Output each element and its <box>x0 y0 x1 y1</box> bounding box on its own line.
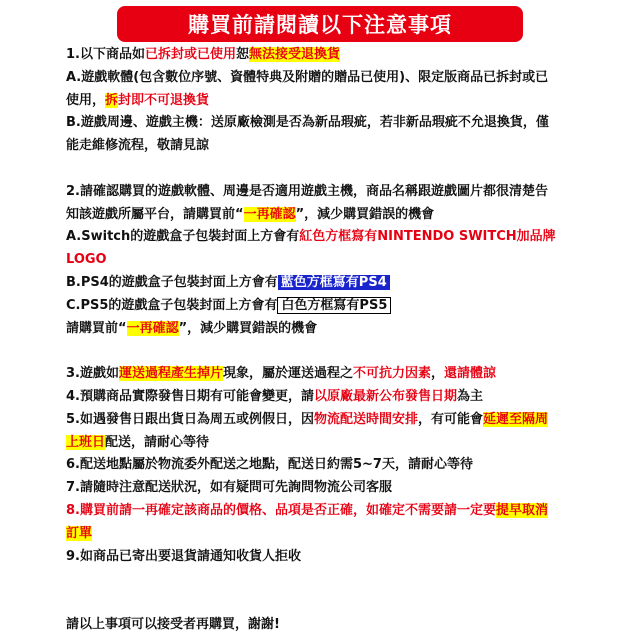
highlight-no-return: 無法接受退換貨 <box>249 47 341 62</box>
notice-line-1: 1.以下商品如已拆封或已使用恕無法接受退換貨 <box>66 47 341 62</box>
notice-line-1a: A.遊戲軟體(包含數位序號、資體特典及附贈的贈品已使用)、限定版商品已拆封或已 <box>66 69 549 85</box>
notice-line-7: 7.請隨時注意配送狀況，如有疑問可先詢問物流公司客服 <box>66 480 392 496</box>
notice-line-2-reminder: 請購買前“一再確認”，減少購買錯誤的機會 <box>66 320 318 336</box>
ps5-white-box-label: 白色方框寫有PS5 <box>277 297 391 314</box>
highlight-logo: LOGO <box>66 252 107 268</box>
notice-line-2b: B.PS4的遊戲盒子包裝封面上方會有 藍色方框寫有PS4 <box>66 272 590 295</box>
highlight-cancel-early: 提早取消 <box>495 502 548 518</box>
notice-line-5: 5.如遇發售日跟出貨日為周五或例假日，因物流配送時間安排，有可能會延遲至隔周 <box>66 411 549 427</box>
notice-line-1b-cont: 能走維修流程，敬請見諒 <box>66 138 210 154</box>
highlight-switch-box: 紅色方框寫有NINTENDO SWITCH加品牌 <box>299 229 556 245</box>
highlight-opened: 已拆封或已使用 <box>144 47 236 62</box>
notice-line-8 <box>66 500 590 523</box>
highlight-no-refund: 封即不可退換貨 <box>118 92 210 108</box>
highlight-understand: 還請體諒 <box>444 366 497 382</box>
notice-line-3: 3.遊戲如運送過程產生掉片現象，屬於運送過程之不可抗力因素，還請體諒 <box>66 366 497 382</box>
notice-line-4: 4.預購商品實際發售日期有可能會變更，請以原廠最新公布發售日期為主 <box>66 388 484 404</box>
highlight-delay: 延遲至隔周 <box>483 411 549 427</box>
highlight-force-majeure: 不可抗力因素 <box>353 366 432 382</box>
notice-line-2a: A.Switch的遊戲盒子包裝封面上方會有紅色方框寫有NINTENDO SWITCH加品牌 <box>66 229 556 245</box>
highlight-confirm-price: 8.購買前請一再確定該商品的價格、品項是否正確，如確定不需要請一定要 <box>66 502 496 518</box>
footer-note: 請以上事項可以接受者再購買，謝謝! <box>66 616 280 632</box>
notice-line-1a-cont: 使用，拆封即不可退換貨 <box>66 92 210 108</box>
notice-line-1b: B.遊戲周邊、遊戲主機：送原廠檢測是否為新品瑕疵，若非新品瑕疵不允退換貨，僅 <box>66 115 549 131</box>
highlight-logistics-schedule: 物流配送時間安排 <box>313 411 418 427</box>
ps4-blue-box-label: 藍色方框寫有PS4 <box>278 275 390 290</box>
notice-body <box>66 44 590 637</box>
highlight-disc-loose: 運送過程產生掉片 <box>118 366 223 382</box>
spacer <box>66 568 590 591</box>
title-banner <box>117 6 523 42</box>
spacer <box>66 158 590 181</box>
highlight-order: 訂單 <box>66 525 93 541</box>
notice-line-6: 6.配送地點屬於物流委外配送之地點，配送日約需5~7天，請耐心等待 <box>66 457 473 473</box>
highlight-confirm: 一再確認 <box>243 206 296 222</box>
highlight-release-date: 以原廠最新公布發售日期 <box>313 388 457 404</box>
notice-line-2c: C.PS5的遊戲盒子包裝封面上方會有 白色方框寫有PS5 <box>66 295 590 318</box>
spacer <box>66 340 590 363</box>
highlight-workday: 上班日 <box>66 434 106 450</box>
highlight-unseal: 拆 <box>105 92 119 108</box>
notice-line-2: 2.請確認購買的遊戲軟體、周邊是否適用遊戲主機，商品名稱跟遊戲圖片都很清楚告 <box>66 183 548 199</box>
notice-line-5-cont: 上班日配送，請耐心等待 <box>66 434 210 450</box>
spacer <box>66 591 590 614</box>
highlight-confirm-again: 一再確認 <box>126 320 179 336</box>
notice-line-2-cont: 知該遊戲所屬平台，請購買前“一再確認”，減少購買錯誤的機會 <box>66 206 435 222</box>
page-title: 購買前請閱讀以下注意事項 <box>188 13 452 37</box>
notice-line-9: 9.如商品已寄出要退貨請通知收貨人拒收 <box>66 548 301 564</box>
notice-line-2a-cont <box>66 249 590 272</box>
notice-line-8-cont <box>66 523 590 546</box>
